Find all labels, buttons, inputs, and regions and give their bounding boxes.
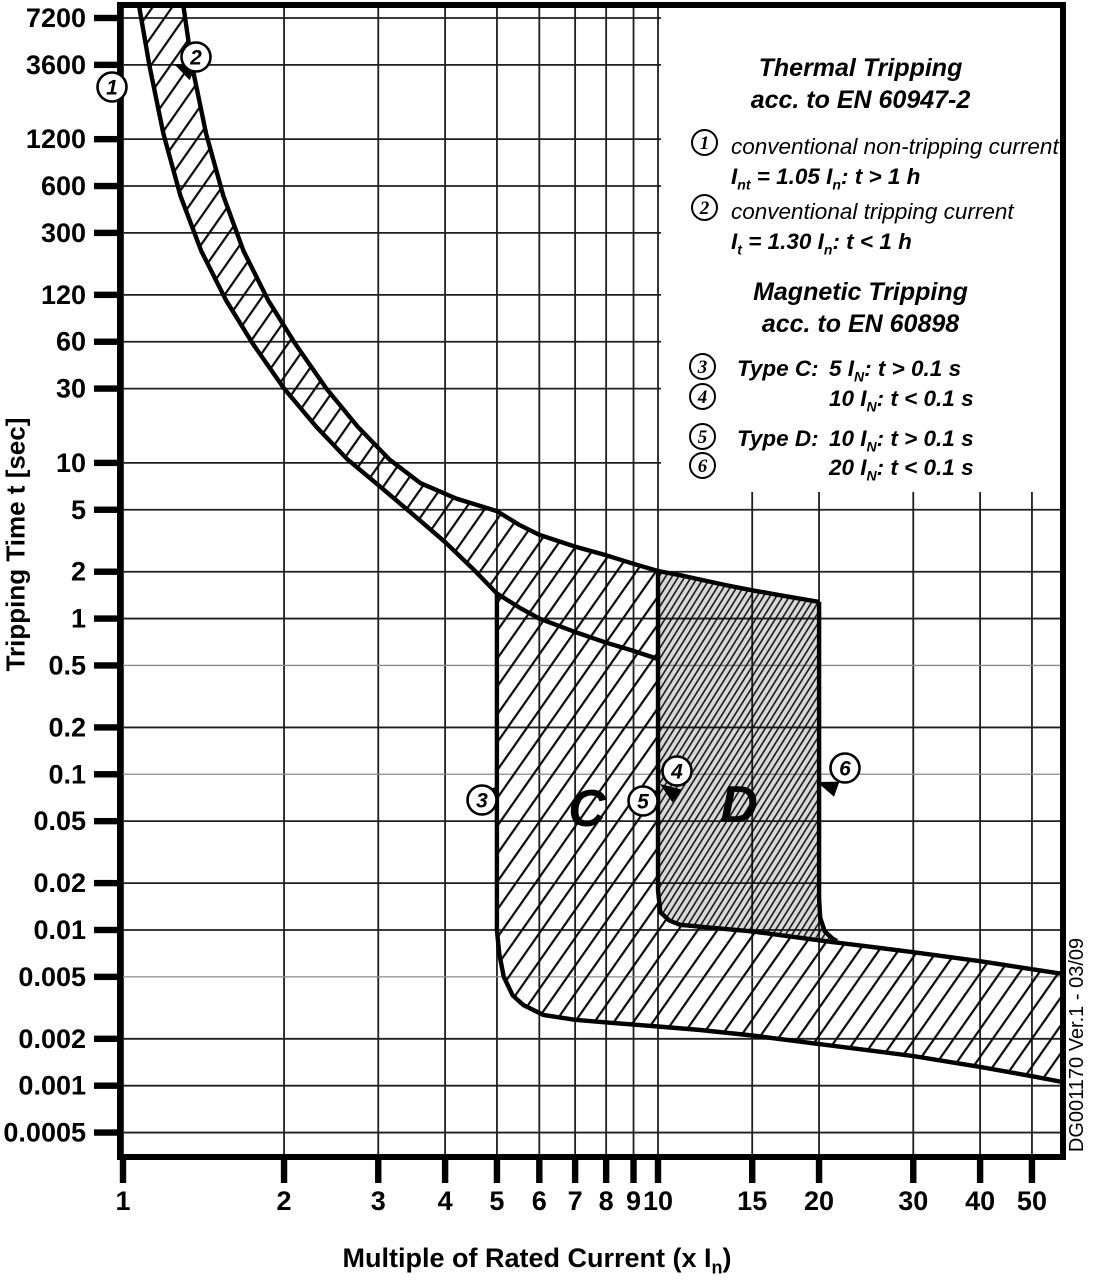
- region-label-C: C: [568, 780, 606, 838]
- svg-text:0.1: 0.1: [48, 759, 86, 790]
- svg-text:9: 9: [626, 1186, 642, 1216]
- thermal-title: Thermal Tripping: [758, 54, 963, 82]
- svg-text:6: 6: [531, 1186, 547, 1216]
- svg-text:5: 5: [637, 790, 649, 814]
- type-d-label: Type D:: [737, 426, 819, 451]
- circled-3-icon: 3: [689, 353, 716, 380]
- svg-text:300: 300: [40, 217, 86, 248]
- svg-text:2: 2: [190, 46, 202, 70]
- circled-6-icon: 6: [689, 452, 716, 479]
- legend-item-2-formula: $I_t = 1.30$ $I_n$: t < 1 h: [731, 229, 912, 258]
- legend-item-1-formula: $I_{nt} = 1.05$ $I_n$: t > 1 h: [731, 164, 921, 193]
- svg-text:0.5: 0.5: [48, 650, 86, 681]
- magnetic-title: Magnetic Tripping: [753, 278, 968, 306]
- svg-text:60: 60: [55, 326, 86, 357]
- svg-text:0.001: 0.001: [18, 1070, 86, 1101]
- svg-text:3: 3: [370, 1186, 386, 1216]
- circled-5-icon: 5: [689, 423, 716, 450]
- doc-id-caption: DG001170 Ver.1 - 03/09: [1066, 937, 1088, 1153]
- legend-panel: [661, 8, 1060, 492]
- svg-text:0.01: 0.01: [33, 914, 86, 945]
- svg-text:50: 50: [1016, 1186, 1047, 1216]
- circled-2-icon: 2: [691, 194, 718, 221]
- svg-text:600: 600: [40, 171, 86, 202]
- svg-text:40: 40: [965, 1186, 996, 1216]
- svg-text:4: 4: [437, 1186, 453, 1216]
- svg-text:1200: 1200: [25, 124, 86, 155]
- legend-item-6-formula: 20 $I_N$: t < 0.1 s: [829, 455, 974, 484]
- legend-item-3-formula: 5 $I_N$: t > 0.1 s: [829, 356, 962, 385]
- svg-text:10: 10: [55, 447, 86, 478]
- svg-text:0.2: 0.2: [48, 712, 86, 743]
- type-d-band: [658, 571, 837, 942]
- chart-marker-2: [182, 43, 211, 72]
- svg-text:1: 1: [115, 1186, 131, 1216]
- chart-marker-5: [629, 787, 658, 816]
- chart-marker-6: [831, 754, 860, 783]
- svg-text:0.02: 0.02: [33, 868, 86, 899]
- svg-text:0.002: 0.002: [18, 1023, 86, 1054]
- legend-item-2-line: conventional tripping current: [731, 199, 1014, 224]
- svg-text:0.05: 0.05: [33, 806, 86, 837]
- chart-marker-3: [468, 786, 497, 815]
- legend-item-1-text: [731, 132, 1061, 200]
- svg-text:2: 2: [276, 1186, 292, 1216]
- legend-item-2-text: [731, 197, 1061, 265]
- magnetic-subtitle: acc. to EN 60898: [761, 310, 960, 338]
- svg-text:7: 7: [567, 1186, 583, 1216]
- chart-marker-1: [98, 73, 127, 102]
- svg-text:6: 6: [839, 757, 851, 781]
- svg-text:15: 15: [737, 1186, 768, 1216]
- svg-text:5: 5: [70, 494, 86, 525]
- legend-item-5-formula: 10 $I_N$: t > 0.1 s: [829, 426, 974, 455]
- y-axis-title: Tripping Time t [sec]: [0, 417, 31, 672]
- svg-text:3600: 3600: [25, 49, 86, 80]
- thermal-subtitle: acc. to EN 60947-2: [750, 86, 971, 114]
- svg-text:1: 1: [106, 76, 118, 100]
- svg-text:4: 4: [671, 760, 683, 784]
- svg-text:0.0005: 0.0005: [3, 1117, 86, 1148]
- svg-text:30: 30: [55, 373, 86, 404]
- circled-1-icon: 1: [691, 129, 718, 156]
- svg-text:10: 10: [642, 1186, 674, 1216]
- svg-text:1: 1: [70, 603, 86, 634]
- legend-item-4-formula: 10 $I_N$: t < 0.1 s: [829, 386, 974, 415]
- legend-item-1-line: conventional non-tripping current: [731, 134, 1059, 159]
- svg-text:120: 120: [40, 279, 86, 310]
- type-c-label: Type C:: [737, 356, 819, 381]
- svg-text:2: 2: [70, 556, 86, 587]
- x-axis-title: Multiple of Rated Current (x $I_n$): [342, 1243, 732, 1278]
- svg-text:20: 20: [804, 1186, 835, 1216]
- chart-marker-4: [663, 757, 692, 786]
- svg-text:3: 3: [476, 789, 488, 813]
- svg-text:8: 8: [598, 1186, 614, 1216]
- svg-text:0.005: 0.005: [18, 961, 86, 992]
- svg-text:30: 30: [898, 1186, 929, 1216]
- circled-4-icon: 4: [689, 383, 716, 410]
- region-label-D: D: [720, 776, 758, 834]
- svg-text:7200: 7200: [25, 3, 86, 33]
- svg-text:5: 5: [489, 1186, 505, 1216]
